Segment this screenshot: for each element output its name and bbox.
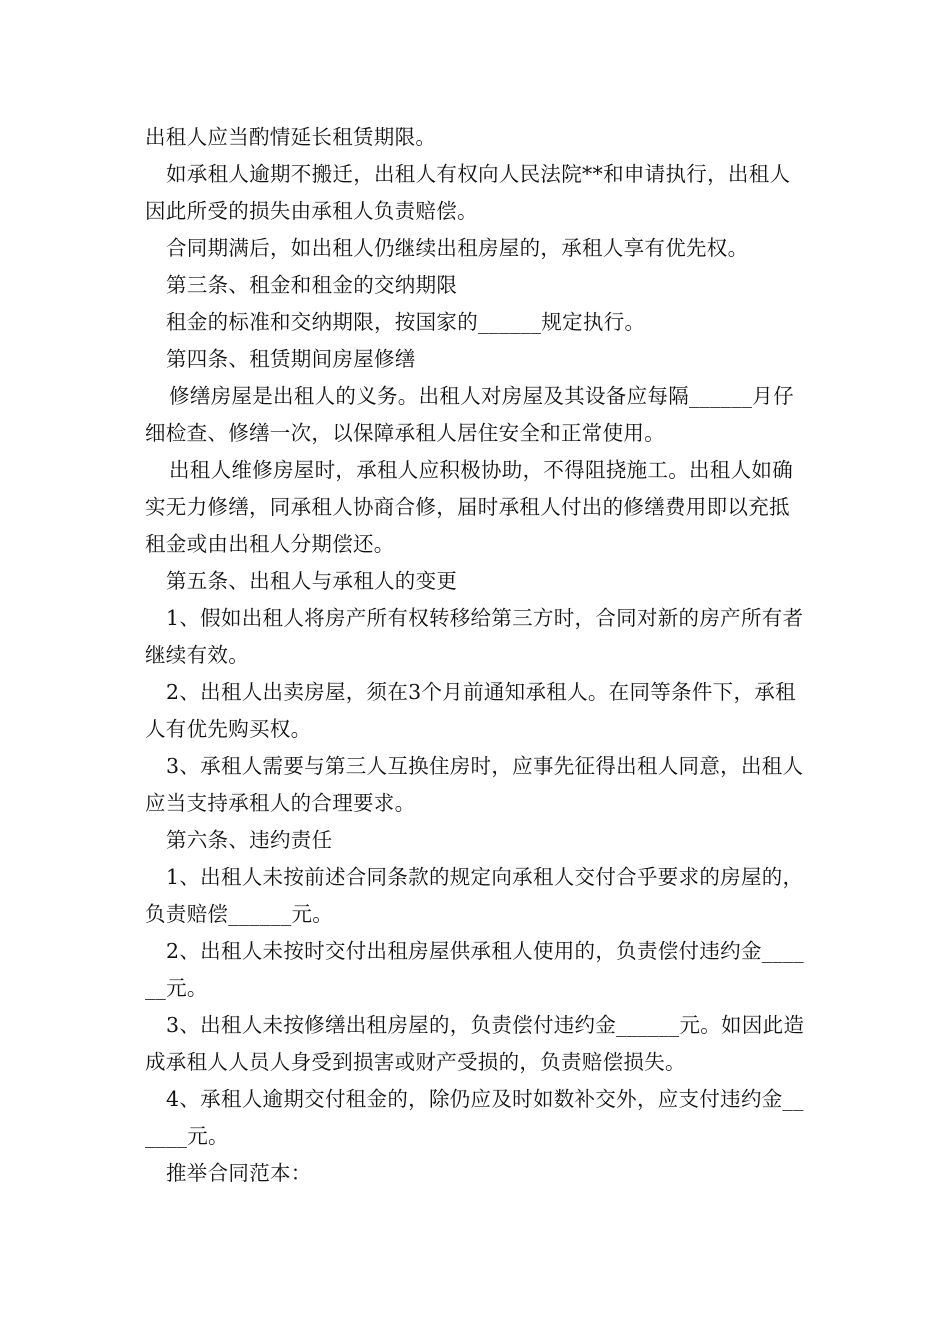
paragraph-breach-2: 2、出租人未按时交付出租房屋供承租人使用的，负责偿付违约金______元。 [145,939,804,1000]
article-6-heading: 第六条、违约责任 [166,828,333,852]
paragraph-repair-cooperation: 出租人维修房屋时，承租人应积极协助，不得阻挠施工。出租人如确实无力修缮，同承租人协商合修，届时承租人付出的修缮费用即以充抵租金或由出租人分期偿还。 [145,458,793,556]
paragraph-repair-duty: 修缮房屋是出租人的义务。出租人对房屋及其设备应每隔______月仔细检查、修缮一次，以保障承租人居住安全和正常使用。 [145,384,794,445]
paragraph-rent-standard: 租金的标准和交纳期限，按国家的______规定执行。 [166,310,646,334]
paragraph-breach-4: 4、承租人逾期交付租金的，除仍应及时如数补交外，应支付违约金______元。 [145,1087,804,1148]
paragraph-recommended-template: 推举合同范本： [166,1161,312,1185]
paragraph-priority-right: 合同期满后，如出租人仍继续出租房屋的，承租人享有优先权。 [166,236,749,260]
paragraph-housing-exchange: 3、承租人需要与第三人互换住房时，应事先征得出租人同意，出租人应当支持承租人的合理要求。 [145,754,804,815]
paragraph-eviction: 如承租人逾期不搬迁，出租人有权向人民法院**和申请执行，出租人因此所受的损失由承租人负责赔偿。 [145,162,791,223]
paragraph-breach-1: 1、出租人未按前述合同条款的规定向承租人交付合乎要求的房屋的，负责赔偿______元。 [145,865,804,926]
article-3-heading: 第三条、租金和租金的交纳期限 [166,273,458,297]
paragraph-extend-term: 出租人应当酌情延长租赁期限。 [145,125,437,149]
document-body [145,119,810,1192]
article-5-heading: 第五条、出租人与承租人的变更 [166,569,458,593]
paragraph-breach-3: 3、出租人未按修缮出租房屋的，负责偿付违约金______元。如因此造成承租人人员人身受到损害或财产受损的，负责赔偿损失。 [145,1013,805,1074]
paragraph-ownership-transfer: 1、假如出租人将房产所有权转移给第三方时，合同对新的房产所有者继续有效。 [145,606,804,667]
paragraph-sale-notice: 2、出租人出卖房屋，须在3个月前通知承租人。在同等条件下，承租人有优先购买权。 [145,680,796,741]
article-4-heading: 第四条、租赁期间房屋修缮 [166,347,416,371]
